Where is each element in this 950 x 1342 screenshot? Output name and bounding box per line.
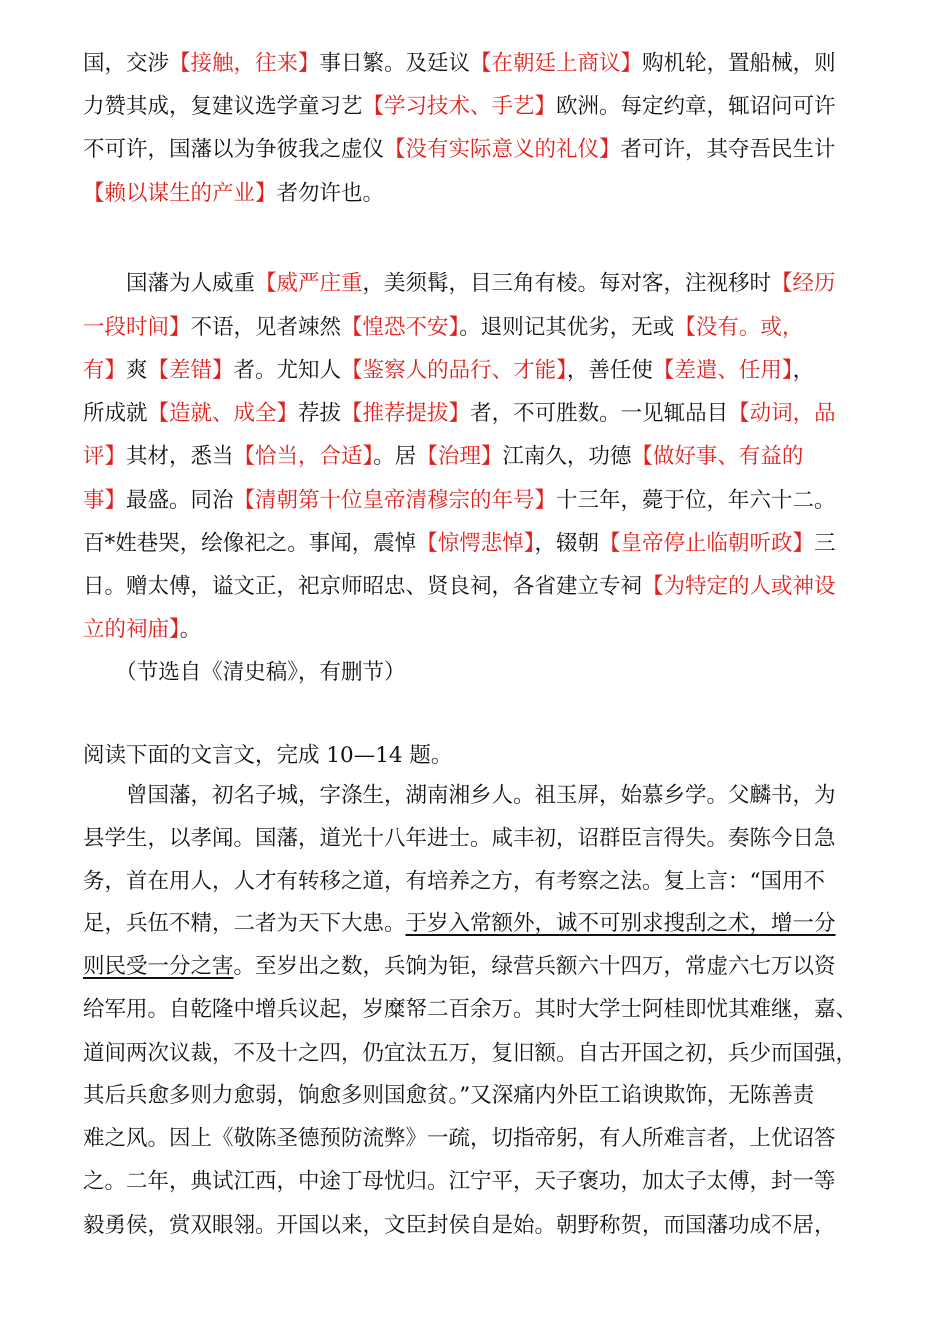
text-line — [83, 1039, 857, 1069]
text-line — [83, 49, 836, 79]
annotation-gloss: 有】 — [83, 358, 127, 383]
annotation-gloss: 【清朝第十位皇帝清穆宗的年号】 — [233, 488, 557, 513]
text-segment: 者可许，其夺吾民生计 — [620, 137, 836, 162]
underlined-sentence: 于岁入常额外，诚不可别求搜刮之术，增一分 — [405, 911, 836, 936]
annotation-gloss: 【鉴察人的品行、才能】 — [341, 358, 567, 383]
text-segment: ， — [792, 358, 815, 383]
annotation-gloss: 【没有。或， — [674, 315, 804, 340]
text-line — [83, 529, 836, 559]
text-line — [83, 442, 803, 472]
text-segment: 阅读下面的文言文，完成 10—14 题。 — [83, 743, 453, 768]
text-line — [83, 615, 201, 645]
text-line — [83, 995, 857, 1025]
text-segment: 不可许，国藩以为争彼我之虚仪 — [83, 137, 385, 162]
text-segment: 道间两次议裁，不及十之四，仍宜汰五万，复旧额。自古开国之初，兵少而国强， — [83, 1041, 858, 1066]
text-segment: （节选自《清史稿》，有删节） — [83, 660, 406, 685]
text-line — [83, 486, 836, 516]
annotation-gloss: 【造就、成全】 — [147, 401, 299, 426]
text-line — [83, 867, 825, 897]
text-segment: 最盛。同治 — [126, 488, 234, 513]
annotation-gloss: 【威严庄重 — [255, 271, 363, 296]
text-line — [83, 741, 452, 771]
text-line — [83, 399, 836, 429]
text-segment: 三 — [814, 531, 836, 556]
annotation-gloss: 【惶恐不安】 — [341, 315, 460, 340]
annotation-gloss: 评】 — [83, 444, 127, 469]
text-segment: 购机轮，置船械，则 — [642, 51, 836, 76]
annotation-gloss: 一段时间】 — [83, 315, 191, 340]
text-segment: 务，首在用人，人才有转移之道，有培养之方，有考察之法。复上言：“国用不 — [83, 869, 825, 894]
text-segment: 江南久，功德 — [502, 444, 632, 469]
text-segment: 十三年，薨于位，年六十二。 — [556, 488, 836, 513]
text-segment: 国，交涉 — [83, 51, 170, 76]
annotation-gloss: 立的祠庙】 — [83, 617, 180, 642]
text-line — [83, 824, 836, 854]
text-segment: 所成就 — [83, 401, 148, 426]
annotation-gloss: 【差遣、任用】 — [652, 358, 793, 383]
text-segment: 。至岁出之数，兵饷为钜，绿营兵额六十四万，常虚六七万以资 — [233, 954, 836, 979]
annotation-gloss: 【治理】 — [416, 444, 503, 469]
text-segment: 力赞其成，复建议选学童习艺 — [83, 94, 363, 119]
annotation-gloss: 【惊愕悲悼】 — [416, 531, 535, 556]
text-segment: 爽 — [126, 358, 148, 383]
text-segment: 者勿许也。 — [276, 181, 385, 206]
text-line — [83, 1211, 836, 1241]
annotation-gloss: 【学习技术、手艺】 — [362, 94, 557, 119]
text-segment: 其后兵愈多则力愈弱，饷愈多则国愈贫。”又深痛内外臣工谄谀欺饰，无陈善责 — [83, 1083, 815, 1108]
text-line — [83, 658, 406, 688]
annotation-gloss: 【没有实际意义的礼仪】 — [384, 137, 621, 162]
text-line — [83, 92, 836, 122]
annotation-gloss: 【恰当，合适】 — [233, 444, 374, 469]
annotation-gloss: 【皇帝停止临朝听政】 — [599, 531, 815, 556]
text-line — [83, 179, 384, 209]
text-line — [83, 909, 836, 939]
annotation-gloss: 【为特定的人或神设 — [642, 574, 836, 599]
text-line — [83, 269, 836, 299]
text-segment: 国藩为人威重 — [83, 271, 256, 296]
text-segment: 县学生，以孝闻。国藩，道光十八年进士。咸丰初，诏群臣言得失。奏陈今日急 — [83, 826, 836, 851]
text-line — [83, 781, 836, 811]
annotation-gloss: 【赖以谋生的产业】 — [83, 181, 277, 206]
text-line — [83, 135, 836, 165]
text-segment: 荐拔 — [298, 401, 342, 426]
annotation-gloss: 【做好事、有益的 — [631, 444, 804, 469]
text-line — [83, 356, 814, 386]
annotation-gloss: 【差错】 — [147, 358, 234, 383]
text-segment: 给军用。自乾隆中增兵议起，岁糜帑二百余万。其时大学士阿桂即忧其难继，嘉、 — [83, 997, 858, 1022]
annotation-gloss: 【经历 — [771, 271, 836, 296]
text-line — [83, 1081, 814, 1111]
text-segment: 。退则记其优劣，无或 — [459, 315, 675, 340]
text-segment: 其材，悉当 — [126, 444, 234, 469]
annotation-gloss: 【推荐提拔】 — [341, 401, 471, 426]
annotation-gloss: 事】 — [83, 488, 127, 513]
text-line — [83, 1167, 836, 1197]
text-line — [83, 313, 803, 343]
text-segment: 之。二年，典试江西，中途丁母忧归。江宁平，天子褒功，加太子太傅，封一等 — [83, 1169, 836, 1194]
annotation-gloss: 【在朝廷上商议】 — [470, 51, 643, 76]
text-segment: 。居 — [373, 444, 417, 469]
text-segment: 难之风。因上《敬陈圣德预防流弊》一疏，切指帝躬，有人所难言者，上优诏答 — [83, 1126, 836, 1151]
text-segment: 毅勇侯，赏双眼翎。开国以来，文臣封侯自是始。朝野称贺，而国藩功成不居， — [83, 1213, 836, 1238]
text-segment: 者，不可胜数。一见辄品目 — [470, 401, 729, 426]
text-segment: ，辍朝 — [534, 531, 600, 556]
text-segment: 者。尤知人 — [233, 358, 342, 383]
text-segment: 足，兵伍不精，二者为天下大患。 — [83, 911, 406, 936]
text-segment: 。 — [179, 617, 202, 642]
text-segment: 日。赠太傅，谥文正，祀京师昭忠、贤良祠，各省建立专祠 — [83, 574, 643, 599]
text-segment: 事日繁。及廷议 — [319, 51, 471, 76]
annotation-gloss: 【动词，品 — [728, 401, 836, 426]
text-segment: 欧洲。每定约章，辄诏问可许 — [556, 94, 836, 119]
annotation-gloss: 【接触，往来】 — [169, 51, 320, 76]
text-segment: ，美须髯，目三角有棱。每对客，注视移时 — [362, 271, 772, 296]
text-segment: ，善任使 — [566, 358, 653, 383]
text-line — [83, 572, 836, 602]
text-line — [83, 952, 836, 982]
text-segment: 百*姓巷哭，绘像祀之。事闻，震悼 — [83, 531, 417, 556]
underlined-sentence: 则民受一分之害 — [83, 954, 234, 979]
text-line — [83, 1124, 836, 1154]
text-segment: 曾国藩，初名子城，字涤生，湖南湘乡人。祖玉屏，始慕乡学。父麟书，为 — [83, 783, 836, 808]
text-segment: 不语，见者竦然 — [190, 315, 342, 340]
